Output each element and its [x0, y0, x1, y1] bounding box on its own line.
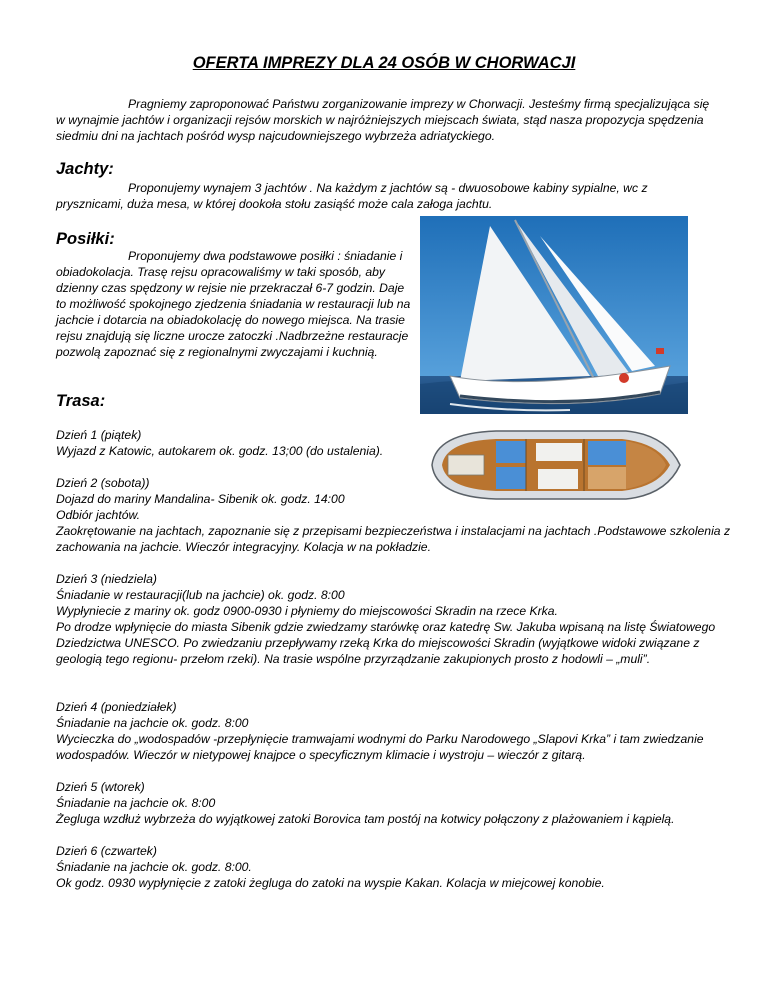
day-line: Śniadanie na jachcie ok. godz. 8:00. [56, 860, 252, 874]
day-3 [56, 571, 736, 667]
day-1 [56, 427, 736, 459]
jachty-paragraph: Proponujemy wynajem 3 jachtów . Na każdym z jachtów są - dwuosobowe kabiny sypialne, wc z prysznicami, duża mesa, w której dookoła stołu zasiąść może cala załoga jachtu. [56, 181, 648, 211]
day-title: Dzień 6 (czwartek) [56, 844, 157, 858]
page-title: OFERTA IMPREZY DLA 24 OSÓB W CHORWACJI [192, 54, 576, 72]
day-title: Dzień 5 (wtorek) [56, 780, 145, 794]
day-line: Żegluga wzdłuż wybrzeża do wyjątkowej zatoki Borovica tam postój na kotwicy połączony z plażowaniem i kąpielą. [56, 812, 675, 826]
day-title: Dzień 2 (sobota)) [56, 476, 150, 490]
day-2 [56, 475, 736, 555]
sailboat-photo [420, 216, 688, 414]
day-line: Śniadanie na jachcie ok. 8:00 [56, 796, 216, 810]
day-line: Śniadanie na jachcie ok. godz. 8:00 [56, 716, 249, 730]
posilki-paragraph: Proponujemy dwa podstawowe posiłki : śniadanie i obiadokolacja. Trasę rejsu opracowaliśmy w taki sposób, aby dzienny czas spędzony w rejsie nie przekraczał 6-7 godzin. Daje to możliwość spokojnego zjedzenia śniadania w restauracji lub na jachcie i dotarcia na obiadokolację do nowego miejsca. Na trasie rejsu znajdują się liczne urocze zatoczki .Nadbrzeżne restauracje pozwolą zapoznać się z regionalnymi zwyczajami i kuchnią. [56, 249, 411, 359]
day-line: Śniadanie w restauracji(lub na jachcie) ok. godz. 8:00 [56, 588, 345, 602]
heading-posilki: Posiłki: [56, 230, 115, 248]
day-line: Dojazd do mariny Mandalina- Sibenik ok. godz. 14:00 [56, 492, 345, 506]
day-5 [56, 779, 736, 827]
day-line: Odbiór jachtów. [56, 508, 141, 522]
heading-jachty: Jachty: [56, 160, 114, 178]
day-line: Zaokrętowanie na jachtach, zapoznanie się z przepisami bezpieczeństwa i instalacjami na jachtach .Podstawowe szkolenia z zachowania na jachcie. Wieczór integracyjny. Kolacja w na pokładzie. [56, 524, 731, 554]
day-title: Dzień 4 (poniedziałek) [56, 700, 177, 714]
day-line: Wycieczka do „wodospadów -przepłynięcie tramwajami wodnymi do Parku Narodowego „Slapovi Krka” i tam zwiedzanie wodospadów. Wieczór w nietypowej knajpce o specyficznym klimacie i wystroju – wieczór z gitarą. [56, 732, 704, 762]
day-6 [56, 843, 736, 891]
heading-trasa: Trasa: [56, 392, 106, 410]
day-line: Ok godz. 0930 wypłynięcie z zatoki żegluga do zatoki na wyspie Kakan. Kolacja w miejcowej konobie. [56, 876, 605, 890]
day-4 [56, 699, 736, 763]
day-title: Dzień 1 (piątek) [56, 428, 142, 442]
day-line: Wypłyniecie z mariny ok. godz 0900-0930 i płyniemy do miejscowości Skradin na rzece Krka. [56, 604, 558, 618]
day-title: Dzień 3 (niedziela) [56, 572, 157, 586]
intro-paragraph: Pragniemy zaproponować Państwu zorganizowanie imprezy w Chorwacji. Jesteśmy firmą specjalizująca się w wynajmie jachtów i organizacji rejsów morskich w najróżniejszych miejscach świata, stąd nasza propozycja spędzenia siedmiu dni na jachtach pośród wysp najcudowniejszego wybrzeża adriatyckiego. [56, 97, 710, 143]
day-line: Po drodze wpłynięcie do miasta Sibenik gdzie zwiedzamy starówkę oraz katedrę Sw. Jakuba wpisaną na listę Światowego Dziedzictwa UNESCO. Po zwiedzaniu przepływamy rzeką Krka do miejscowości Skradin (wyjątkowe widoki związane z geologią tego regionu- przełom rzeki). Na trasie wspólne przyrządzanie zakupionych prosto z hodowli – „muli”. [56, 620, 716, 666]
day-line: Wyjazd z Katowic, autokarem ok. godz. 13;00 (do ustalenia). [56, 444, 384, 458]
